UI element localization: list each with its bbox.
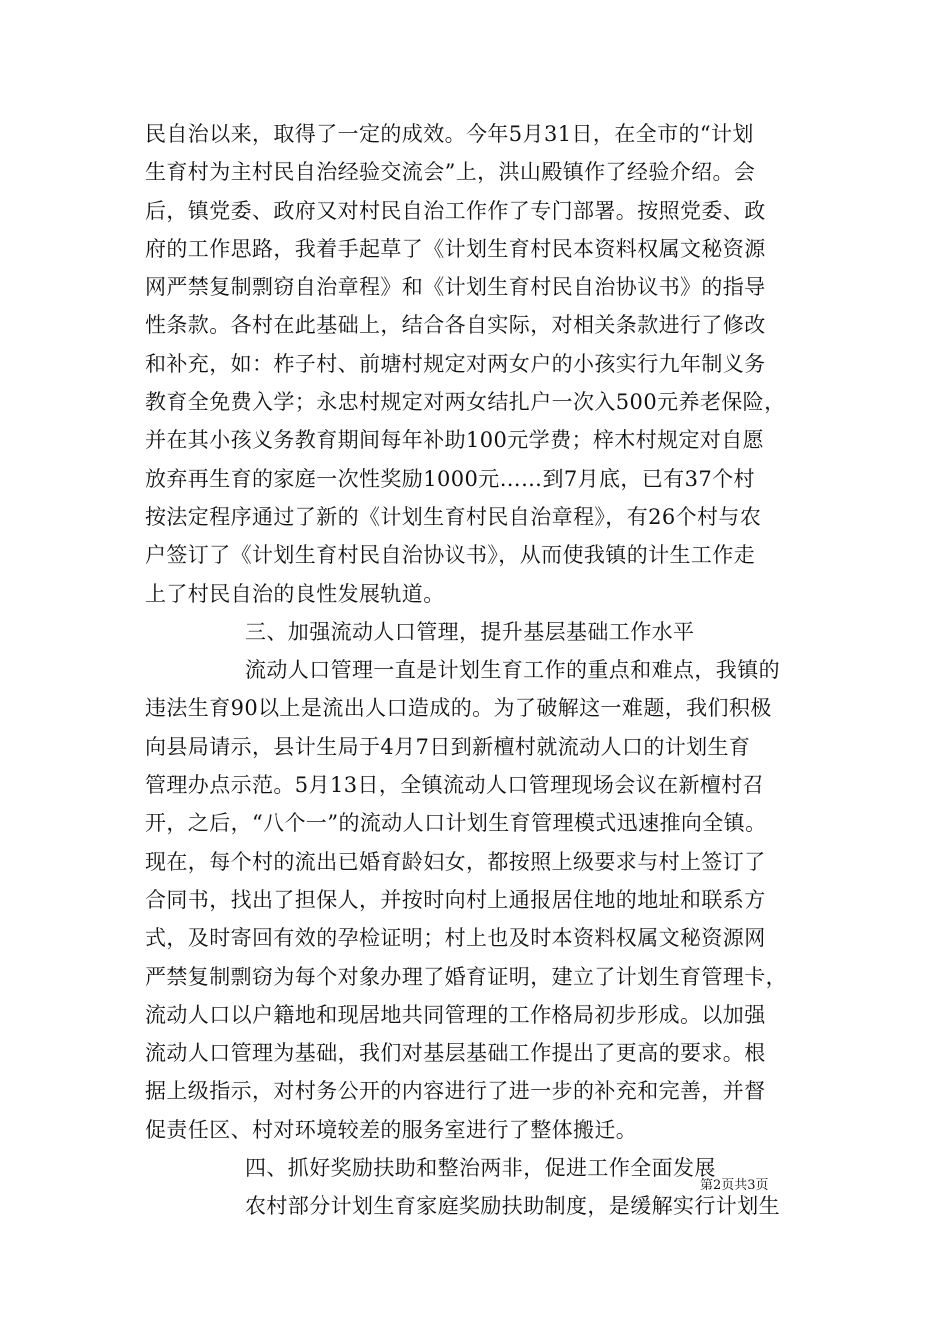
text-line: 后，镇党委、政府又对村民自治工作作了专门部署。按照党委、政	[145, 198, 766, 223]
text-line: 户签订了《计划生育村民自治协议书》，从而使我镇的计生工作走	[145, 543, 756, 568]
text-line: 性条款。各村在此基础上，结合各自实际，对相关条款进行了修改	[145, 313, 766, 338]
text-line: 网严禁复制剽窃自治章程》和《计划生育村民自治协议书》的指导	[145, 275, 766, 300]
text-line: 流动人口以户籍地和现居地共同管理的工作格局初步形成。以加强	[145, 1002, 766, 1027]
text-line: 和补充，如：柞子村、前塘村规定对两女户的小孩实行九年制义务	[145, 351, 766, 376]
text-line: 开，之后，“八个一”的流动人口计划生育管理模式迅速推向全镇。	[145, 811, 767, 836]
text-line: 管理办点示范。5月13日，全镇流动人口管理现场会议在新檀村召	[145, 773, 765, 798]
text-line: 并在其小孩义务教育期间每年补助100元学费；梓木村规定对自愿	[145, 428, 765, 453]
text-line: 向县局请示，县计生局于4月7日到新檀村就流动人口的计划生育	[145, 734, 751, 759]
text-line: 按法定程序通过了新的《计划生育村民自治章程》，有26个村与农	[145, 504, 762, 529]
page-number-footer: 第2页共3页	[700, 1178, 769, 1193]
paragraph-start: 农村部分计划生育家庭奖励扶助制度，是缓解实行计划生	[245, 1194, 780, 1219]
text-line: 府的工作思路，我着手起草了《计划生育村民本资料权属文秘资源	[145, 236, 766, 261]
text-line: 严禁复制剽窃为每个对象办理了婚育证明，建立了计划生育管理卡，	[145, 964, 787, 989]
text-line: 民自治以来，取得了一定的成效。今年5月31日，在全市的“计划	[145, 122, 754, 146]
paragraph-start: 流动人口管理一直是计划生育工作的重点和难点，我镇的	[245, 658, 780, 683]
text-line: 式，及时寄回有效的孕检证明；村上也及时本资料权属文秘资源网	[145, 926, 766, 951]
text-line: 生育村为主村民自治经验交流会”上，洪山殿镇作了经验介绍。会	[145, 160, 756, 185]
text-line: 教育全免费入学；永忠村规定对两女结扎户一次入500元养老保险，	[145, 390, 786, 415]
text-line: 合同书，找出了担保人，并按时向村上通报居住地的地址和联系方	[145, 887, 766, 912]
text-line: 据上级指示，对村务公开的内容进行了进一步的补充和完善，并督	[145, 1079, 766, 1104]
section-heading-3: 三、加强流动人口管理，提升基层基础工作水平	[245, 619, 695, 644]
body-text	[145, 115, 820, 1226]
text-line: 违法生育90以上是流出人口造成的。为了破解这一难题，我们积极	[145, 696, 772, 721]
text-line: 现在，每个村的流出已婚育龄妇女，都按照上级要求与村上签订了	[145, 849, 766, 874]
text-line: 放弃再生育的家庭一次性奖励1000元……到7月底，已有37个村	[145, 466, 755, 491]
text-line: 流动人口管理为基础，我们对基层基础工作提出了更高的要求。根	[145, 1041, 766, 1066]
section-heading-4: 四、抓好奖励扶助和整治两非，促进工作全面发展	[245, 1156, 716, 1181]
text-line: 上了村民自治的良性发展轨道。	[145, 581, 445, 606]
text-line: 促责任区、村对环境较差的服务室进行了整体搬迁。	[145, 1117, 638, 1142]
